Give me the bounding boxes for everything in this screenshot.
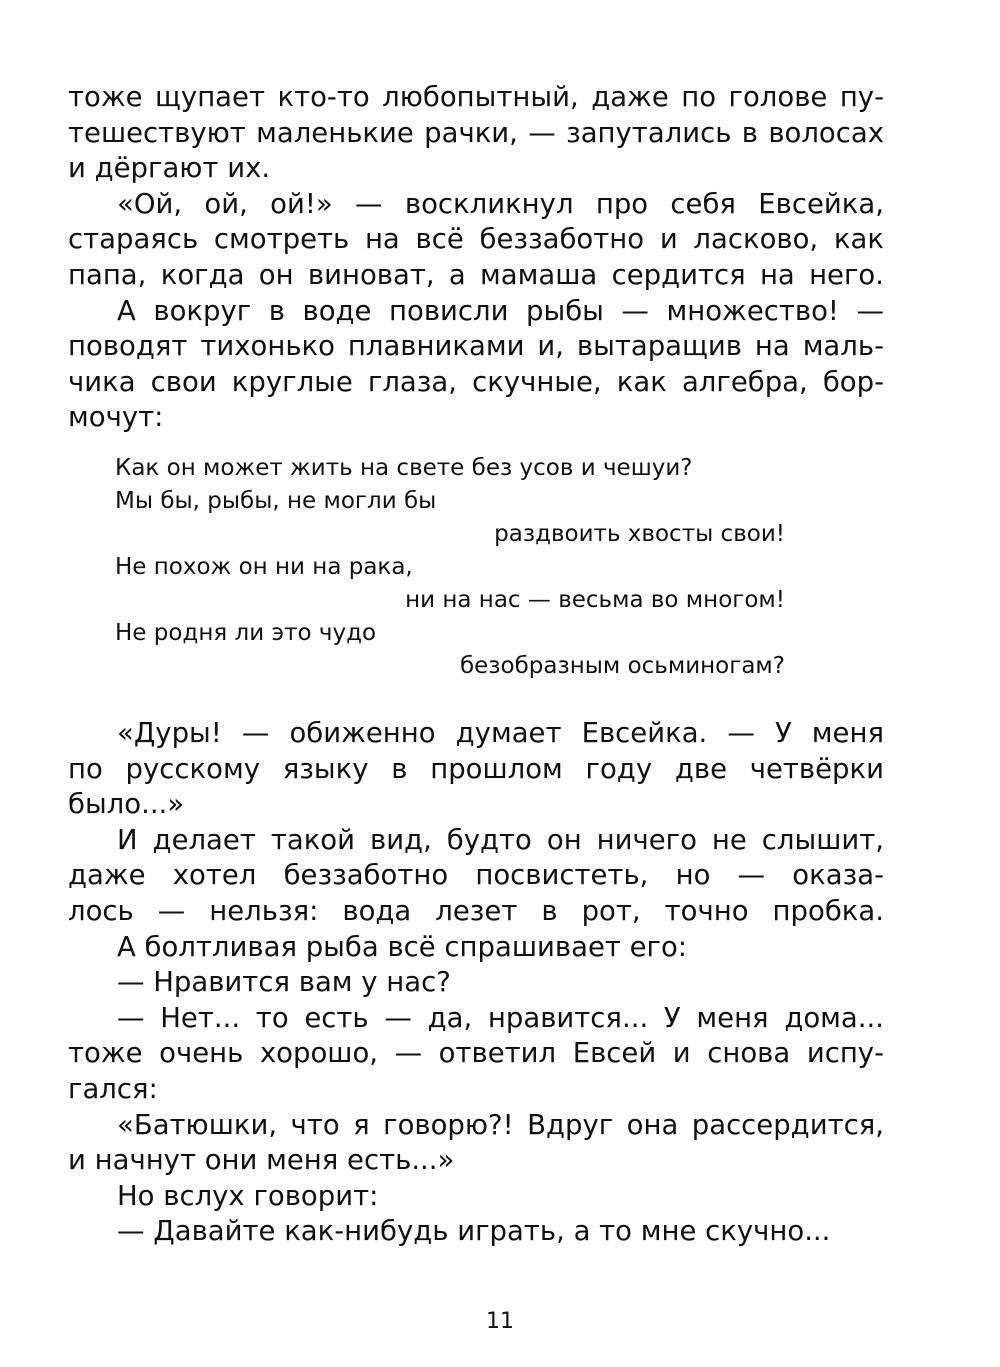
paragraph-line: папа, когда он виноват, а мамаша сердится на него.	[68, 258, 884, 291]
prose-top	[68, 80, 884, 436]
paragraph-line: стараясь смотреть на всё беззаботно и ласково, как	[68, 223, 884, 256]
paragraph-line: тоже щупает кто-то любопытный, даже по голове пу-	[68, 81, 884, 113]
paragraph-line: даже хотел беззаботно посвистеть, но — оказа-	[68, 859, 884, 892]
paragraph-line: мочут:	[68, 401, 164, 434]
poem-line: Мы бы, рыбы, не могли бы	[115, 488, 437, 514]
paragraph-line: А вокруг в воде повисли рыбы — множество! —	[117, 294, 884, 327]
poem-line: ни на нас — весьма во многом!	[405, 587, 785, 613]
poem-block	[115, 452, 785, 683]
paragraph-line: — Нравится вам у нас?	[117, 966, 451, 999]
page-number: 11	[486, 1309, 514, 1334]
paragraph-line: было...»	[68, 788, 185, 821]
paragraph-line: А болтливая рыба всё спрашивает его:	[117, 930, 688, 963]
paragraph-line: тешествуют маленькие рачки, — запутались в волосах	[68, 116, 884, 149]
paragraph-line: «Батюшки, что я говорю?! Вдруг она рассердится,	[117, 1108, 884, 1141]
paragraph-line: и начнут они меня есть...»	[68, 1144, 455, 1177]
paragraph-line: и дёргают их.	[68, 152, 271, 185]
poem-line: Как он может жить на свете без усов и чешуи?	[115, 455, 693, 481]
paragraph-line: лось — нельзя: вода лезет в рот, точно пробка.	[68, 894, 884, 927]
paragraph-line: Но вслух говорит:	[117, 1179, 379, 1212]
paragraph-line: «Дуры! — обиженно думает Евсейка. — У меня	[117, 717, 884, 749]
paragraph-line: гался:	[68, 1072, 158, 1105]
poem-line: Не похож он ни на рака,	[115, 554, 413, 580]
paragraph-line: — Давайте как-нибудь играть, а то мне скучно...	[117, 1215, 831, 1248]
poem-line: безобразным осьминогам?	[459, 653, 785, 679]
paragraph-line: поводят тихонько плавниками и, вытаращив на маль-	[68, 330, 884, 363]
paragraph-line: тоже очень хорошо, — ответил Евсей и снова испу-	[68, 1037, 884, 1070]
paragraph-line: И делает такой вид, будто он ничего не слышит,	[117, 823, 884, 856]
paragraph-line: по русскому языку в прошлом году две четвёрки	[68, 752, 884, 785]
paragraph-line: «Ой, ой, ой!» — воскликнул про себя Евсейка,	[117, 187, 884, 220]
paragraph-line: — Нет... то есть — да, нравится... У меня дома...	[117, 1001, 884, 1034]
poem-line: раздвоить хвосты свои!	[494, 521, 785, 547]
paragraph-line: чика свои круглые глаза, скучные, как алгебра, бор-	[68, 365, 884, 398]
poem-line: Не родня ли это чудо	[115, 620, 377, 646]
prose-bottom	[68, 716, 884, 1250]
